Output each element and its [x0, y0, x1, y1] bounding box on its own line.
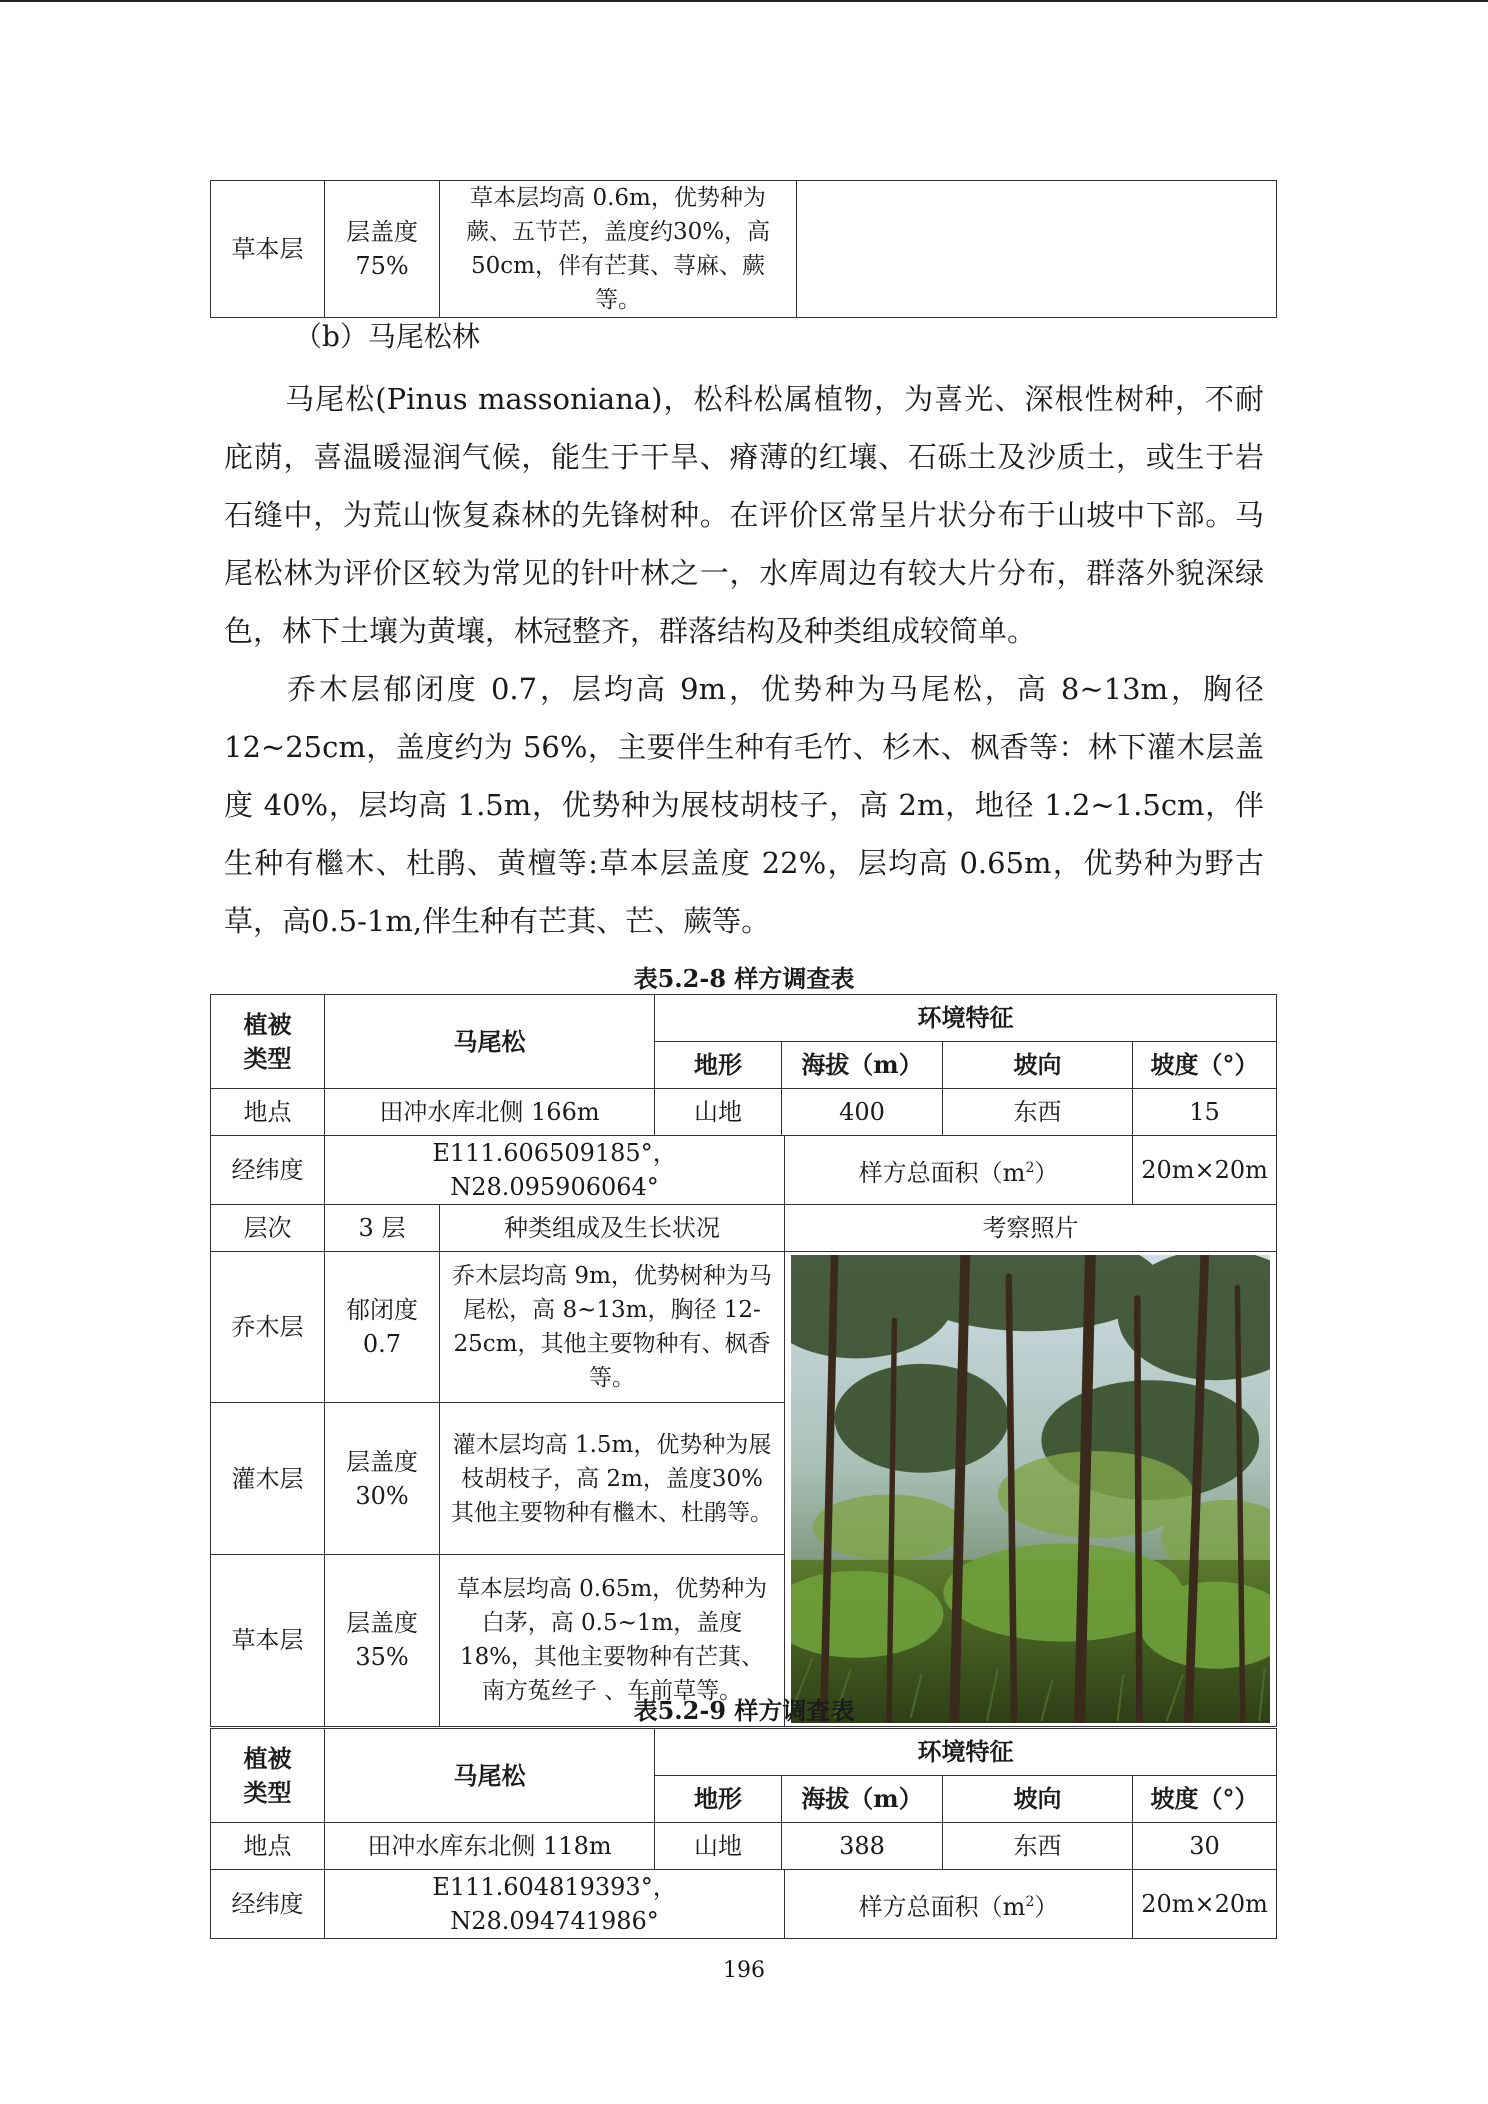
layer-herb: 草本层: [211, 1554, 325, 1726]
env-col-aspect: 坡向: [943, 1042, 1133, 1089]
survey-table-1: [210, 994, 1277, 1727]
env-col-terrain: 地形: [655, 1042, 782, 1089]
survey-photo-cell: [785, 1252, 1277, 1727]
altitude-value-2: 388: [782, 1823, 943, 1870]
site-value-2: 田冲水库东北侧 118m: [325, 1823, 655, 1870]
slope-value-2: 30: [1133, 1823, 1277, 1870]
layer-cell: 草本层: [211, 181, 325, 318]
env-col-aspect-2: 坡向: [943, 1776, 1133, 1823]
table1-caption: 表5.2-8 样方调查表: [633, 964, 855, 993]
env-col-altitude-2: 海拔（m）: [782, 1776, 943, 1823]
env-header: 环境特征: [655, 995, 1277, 1042]
paragraph-2: 乔木层郁闭度 0.7，层均高 9m，优势种为马尾松，高 8~13m，胸径12~25cm，盖度约为 56%，主要伴生种有毛竹、杉木、枫香等：林下灌木层盖度 40%，层均高 1.5m，优势种为展枝胡枝子，高 2m，地径 1.2~1.5cm，伴生种有檵木、杜鹃、黄檀等:草本层盖度 22%，层均高 0.65m，优势种为野古草，高0.5-1m,伴生种有芒萁、芒、蕨等。: [224, 672, 1264, 938]
veg-type-value-2: 马尾松: [325, 1729, 655, 1823]
page-number: 196: [723, 1958, 765, 1983]
table2-caption: 表5.2-9 样方调查表: [633, 1696, 855, 1725]
env-col-altitude: 海拔（m）: [782, 1042, 943, 1089]
layer-header: 层次: [211, 1205, 325, 1252]
metric-cell: 层盖度 75%: [325, 181, 440, 318]
page-top-rule: [0, 0, 1488, 2]
coord-label: 经纬度: [211, 1136, 325, 1205]
site-label: 地点: [211, 1089, 325, 1136]
coord-value: E111.606509185°，N28.095906064°: [325, 1136, 785, 1205]
altitude-value: 400: [782, 1089, 943, 1136]
survey-table-2: [210, 1728, 1277, 1939]
env-col-slope: 坡度（°）: [1133, 1042, 1277, 1089]
desc-cell: 草本层均高 0.6m，优势种为蕨、五节芒，盖度约30%，高 50cm，伴有芒萁、荨麻、蕨等。: [440, 181, 797, 318]
area-value: 20m×20m: [1133, 1136, 1277, 1205]
aspect-value-2: 东西: [943, 1823, 1133, 1870]
site-value: 田冲水库北侧 166m: [325, 1089, 655, 1136]
aspect-value: 东西: [943, 1089, 1133, 1136]
area-label-2: 样方总面积$(m^2)$: [785, 1870, 1133, 1939]
veg-type-label: 植被 类型: [211, 995, 325, 1089]
desc-tree: 乔木层均高 9m，优势树种为马尾松，高 8~13m，胸径 12-25cm，其他主要物种有、枫香等。: [440, 1252, 785, 1403]
terrain-value: 山地: [655, 1089, 782, 1136]
env-col-terrain-2: 地形: [655, 1776, 782, 1823]
coord-label-2: 经纬度: [211, 1870, 325, 1939]
terrain-value-2: 山地: [655, 1823, 782, 1870]
veg-type-label-2: 植被 类型: [211, 1729, 325, 1823]
composition-header: 种类组成及生长状况: [440, 1205, 785, 1252]
area-value-2: 20m×20m: [1133, 1870, 1277, 1939]
desc-herb: 草本层均高 0.65m，优势种为白茅，高 0.5~1m，盖度18%，其他主要物种有芒萁、南方菟丝子 、车前草等。: [440, 1554, 785, 1726]
layer-shrub: 灌木层: [211, 1403, 325, 1554]
prev-table-fragment: [210, 180, 1277, 318]
veg-type-value: 马尾松: [325, 995, 655, 1089]
metric-shrub: 层盖度 30%: [325, 1403, 440, 1554]
photo-cell-empty: [797, 181, 1277, 318]
section-heading: （b）马尾松林: [294, 320, 480, 353]
desc-shrub: 灌木层均高 1.5m，优势种为展枝胡枝子，高 2m，盖度30%其他主要物种有檵木、杜鹃等。: [440, 1403, 785, 1554]
env-header-2: 环境特征: [655, 1729, 1277, 1776]
metric-herb: 层盖度 35%: [325, 1554, 440, 1726]
coord-value-2: E111.604819393°，N28.094741986°: [325, 1870, 785, 1939]
paragraph-1: 马尾松(Pinus massoniana)，松科松属植物，为喜光、深根性树种，不耐庇荫，喜温暖湿润气候，能生于干旱、瘠薄的红壤、石砾土及沙质土，或生于岩石缝中，为荒山恢复森林的先锋树种。在评价区常呈片状分布于山坡中下部。马尾松林为评价区较为常见的针叶林之一，水库周边有较大片分布，群落外貌深绿色，林下土壤为黄壤，林冠整齐，群落结构及种类组成较简单。: [224, 382, 1264, 648]
layer-count: 3 层: [325, 1205, 440, 1252]
metric-tree: 郁闭度 0.7: [325, 1252, 440, 1403]
area-label: 样方总面积$(m^2)$: [785, 1136, 1133, 1205]
slope-value: 15: [1133, 1089, 1277, 1136]
site-label-2: 地点: [211, 1823, 325, 1870]
layer-tree: 乔木层: [211, 1252, 325, 1403]
pine-forest-photo: [791, 1255, 1270, 1723]
photo-header: 考察照片: [785, 1205, 1277, 1252]
env-col-slope-2: 坡度（°）: [1133, 1776, 1277, 1823]
